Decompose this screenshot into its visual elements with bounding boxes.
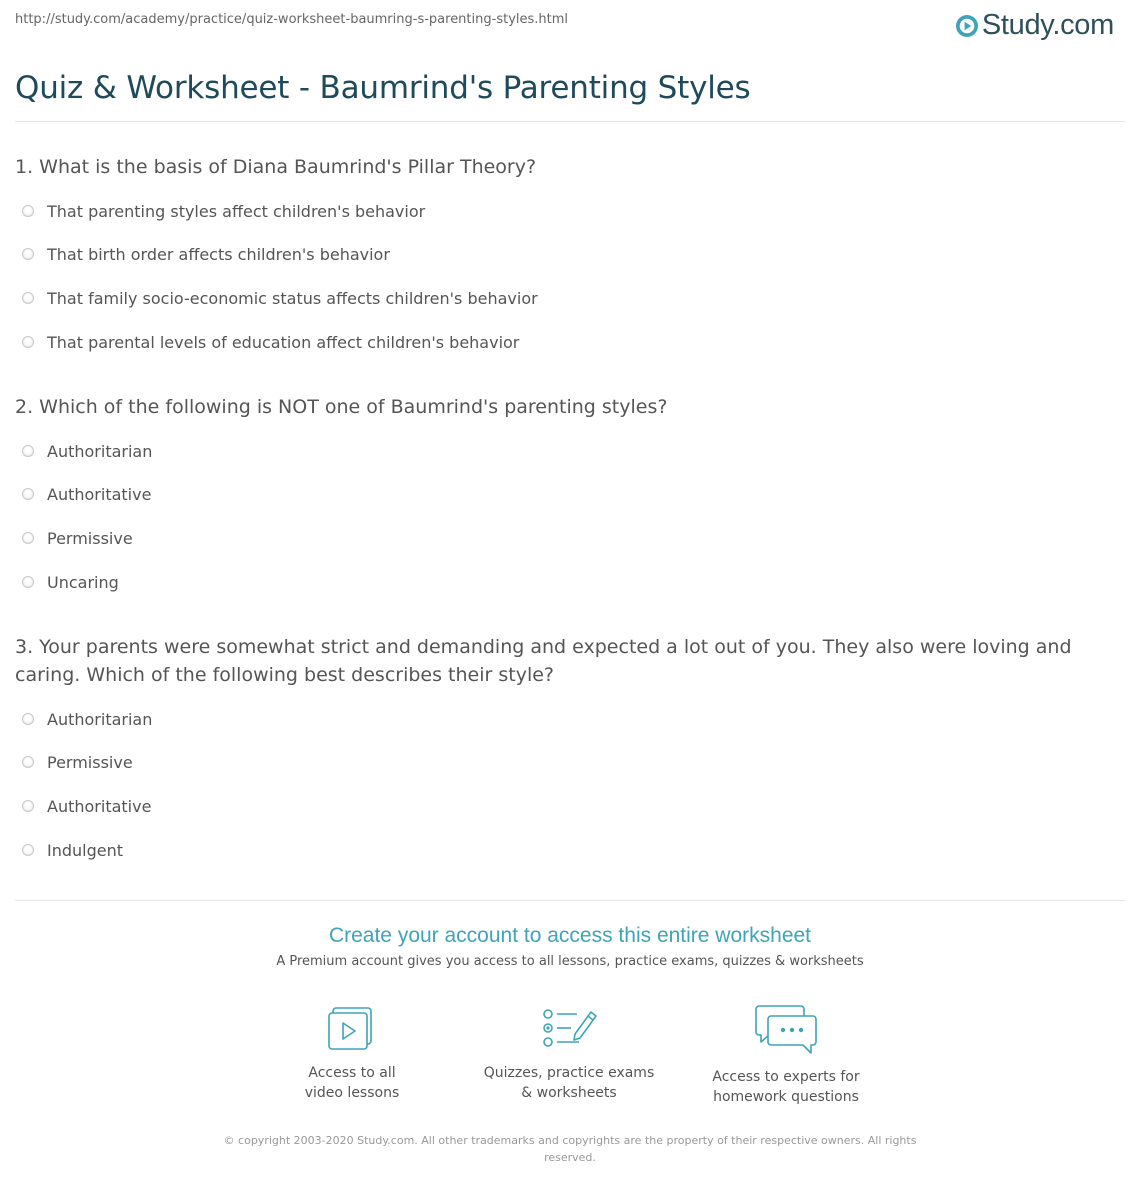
answer-option[interactable] [22,560,152,604]
feature-label-line: & worksheets [521,1085,617,1101]
feature-label [469,1063,669,1103]
radio-button[interactable] [22,488,34,500]
study-logo[interactable] [955,9,1114,42]
page-title: Quiz & Worksheet - Baumrind's Parenting Styles [15,70,751,106]
answer-option[interactable] [22,442,152,472]
feature-label-line: homework questions [713,1089,859,1105]
cta-divider [15,900,1125,901]
feature-experts [686,1004,886,1107]
cta-subtitle: A Premium account gives you access to all lessons, practice exams, quizzes & worksheets [276,954,864,969]
question-1-text: 1. What is the basis of Diana Baumrind's Pillar Theory? [15,156,537,178]
answer-label: That family socio-economic status affects children's behavior [47,288,538,308]
radio-button[interactable] [22,292,34,304]
answer-label: That parental levels of education affect children's behavior [47,332,520,352]
radio-button[interactable] [22,445,34,457]
title-divider [15,121,1125,122]
answer-option[interactable] [22,276,538,320]
radio-button[interactable] [22,336,34,348]
page-url: http://study.com/academy/practice/quiz-worksheet-baumring-s-parenting-styles.html [15,12,569,27]
feature-label [686,1067,886,1107]
feature-video-lessons [252,1004,452,1103]
feature-label-line: video lessons [304,1085,400,1101]
answer-label: That parenting styles affect children's behavior [47,202,426,221]
answer-option[interactable] [22,320,538,364]
answer-label: Permissive [47,528,133,548]
question-3-options [22,710,152,872]
answer-option[interactable] [22,516,152,560]
question-3-text: 3. Your parents were somewhat strict and demanding and expected a lot out of you. They also were loving and caring. Which of the following best describes their style? [15,636,1072,686]
signup-cta [0,924,1140,969]
radio-button[interactable] [22,844,34,856]
feature-quizzes [469,1004,669,1103]
radio-button[interactable] [22,532,34,544]
radio-button[interactable] [22,205,34,217]
radio-button[interactable] [22,248,34,260]
answer-label: Indulgent [47,840,124,860]
answer-option[interactable] [22,232,538,276]
answer-label: That birth order affects children's behavior [47,244,390,264]
answer-label: Uncaring [47,572,119,592]
radio-button[interactable] [22,800,34,812]
answer-option[interactable] [22,710,152,740]
question-1-options [22,202,538,364]
feature-label-line: Access to experts for [712,1069,860,1085]
video-lessons-icon [324,1004,380,1052]
chat-bubbles-icon [753,1004,819,1056]
answer-label: Authoritative [47,796,152,816]
feature-label-line: Quizzes, practice exams [483,1065,655,1081]
answer-option[interactable] [22,740,152,784]
logo-text: Study.com [981,9,1114,41]
answer-label: Permissive [47,752,133,772]
feature-label-line: Access to all [308,1065,396,1081]
radio-button[interactable] [22,713,34,725]
cta-title[interactable]: Create your account to access this entire worksheet [328,924,812,947]
feature-label [252,1063,452,1103]
question-2-options [22,442,152,604]
quiz-checklist-icon [539,1004,599,1052]
answer-option[interactable] [22,202,538,232]
question-2-text: 2. Which of the following is NOT one of Baumrind's parenting styles? [15,396,668,418]
answer-option[interactable] [22,784,152,828]
copyright-notice: © copyright 2003-2020 Study.com. All other trademarks and copyrights are the property of their respective owners. All rights reserved. [223,1134,917,1164]
answer-label: Authoritarian [47,442,153,461]
radio-button[interactable] [22,576,34,588]
radio-button[interactable] [22,756,34,768]
play-circle-icon [955,14,979,38]
answer-option[interactable] [22,828,152,872]
answer-option[interactable] [22,472,152,516]
answer-label: Authoritarian [47,710,153,729]
answer-label: Authoritative [47,484,152,504]
